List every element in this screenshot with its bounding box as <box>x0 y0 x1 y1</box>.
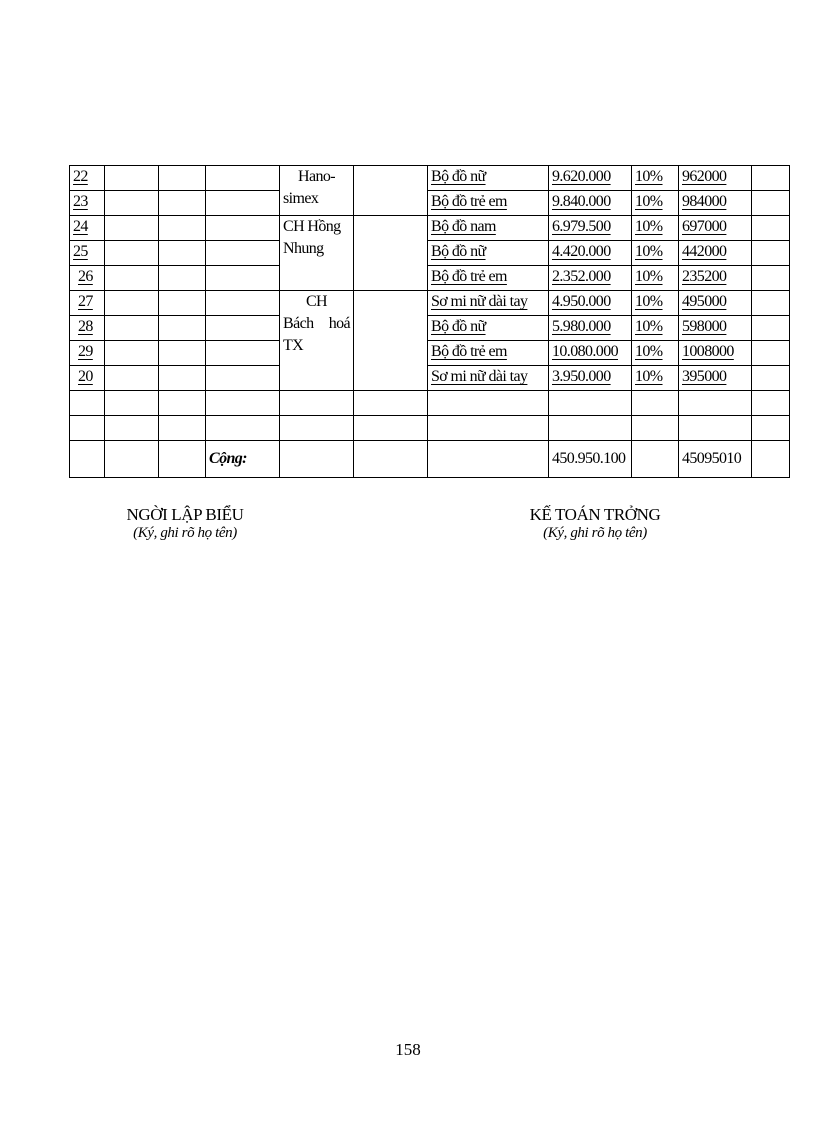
table-row <box>70 266 790 291</box>
tax-rate: 10% <box>635 343 663 360</box>
tax-amount: 598000 <box>682 318 727 335</box>
table-total-row <box>70 441 790 478</box>
product-name: Sơ mi nữ dài tay <box>431 293 528 310</box>
row-number: 28 <box>78 318 93 335</box>
buyer-cell: CH Hồng Nhung <box>280 216 354 291</box>
table-row-empty <box>70 416 790 441</box>
tax-rate: 10% <box>635 193 663 210</box>
tax-rate: 10% <box>635 293 663 310</box>
amount: 9.620.000 <box>552 168 611 185</box>
row-number: 22 <box>73 168 88 185</box>
total-label: Cộng: <box>209 450 247 467</box>
chief-accountant-title: KẾ TOÁN TRỞNG <box>529 505 661 524</box>
amount: 4.420.000 <box>552 243 611 260</box>
product-name: Bộ đồ nữ <box>431 318 486 335</box>
row-number: 24 <box>73 218 88 235</box>
table-row <box>70 341 790 366</box>
page-number: 158 <box>395 1040 421 1059</box>
amount: 3.950.000 <box>552 368 611 385</box>
table-row <box>70 366 790 391</box>
row-number: 23 <box>73 193 88 210</box>
tax-rate: 10% <box>635 243 663 260</box>
product-name: Bộ đồ trẻ em <box>431 268 507 285</box>
table-row <box>70 316 790 341</box>
table-row <box>70 216 790 241</box>
product-name: Bộ đồ trẻ em <box>431 343 507 360</box>
tax-rate: 10% <box>635 218 663 235</box>
tax-amount: 442000 <box>682 243 727 260</box>
row-number: 20 <box>78 368 93 385</box>
tax-amount: 495000 <box>682 293 727 310</box>
tax-rate: 10% <box>635 318 663 335</box>
tax-amount: 1008000 <box>682 343 734 360</box>
sales-tax-table <box>69 165 790 478</box>
buyer-cell: Hano- simex <box>280 166 354 216</box>
tax-amount: 962000 <box>682 168 727 185</box>
row-number: 26 <box>78 268 93 285</box>
amount: 4.950.000 <box>552 293 611 310</box>
row-number: 29 <box>78 343 93 360</box>
amount: 9.840.000 <box>552 193 611 210</box>
product-name: Bộ đồ trẻ em <box>431 193 507 210</box>
tax-rate: 10% <box>635 268 663 285</box>
table-row <box>70 291 790 316</box>
tax-amount: 984000 <box>682 193 727 210</box>
product-name: Bộ đồ nam <box>431 218 496 235</box>
amount: 10.080.000 <box>552 343 619 360</box>
table-row-empty <box>70 391 790 416</box>
amount: 6.979.500 <box>552 218 611 235</box>
total-amount: 450.950.100 <box>552 450 626 467</box>
tax-amount: 235200 <box>682 268 727 285</box>
table-row <box>70 191 790 216</box>
table-row <box>70 166 790 191</box>
product-name: Sơ mi nữ dài tay <box>431 368 528 385</box>
product-name: Bộ đồ nữ <box>431 243 486 260</box>
row-number: 25 <box>73 243 88 260</box>
chief-accountant-signature-block <box>515 506 675 542</box>
buyer-cell: CH Bách hoá TX <box>280 291 354 391</box>
amount: 2.352.000 <box>552 268 611 285</box>
table-row <box>70 241 790 266</box>
tax-rate: 10% <box>635 168 663 185</box>
row-number: 27 <box>78 293 93 310</box>
preparer-signature-block <box>110 506 260 542</box>
tax-rate: 10% <box>635 368 663 385</box>
preparer-note: (Ký, ghi rõ họ tên) <box>133 525 237 541</box>
preparer-title: NGỜI LẬP BIỂU <box>126 505 244 524</box>
tax-amount: 697000 <box>682 218 727 235</box>
tax-amount: 395000 <box>682 368 727 385</box>
total-tax: 45095010 <box>682 450 742 467</box>
chief-accountant-note: (Ký, ghi rõ họ tên) <box>543 525 647 541</box>
product-name: Bộ đồ nữ <box>431 168 486 185</box>
amount: 5.980.000 <box>552 318 611 335</box>
